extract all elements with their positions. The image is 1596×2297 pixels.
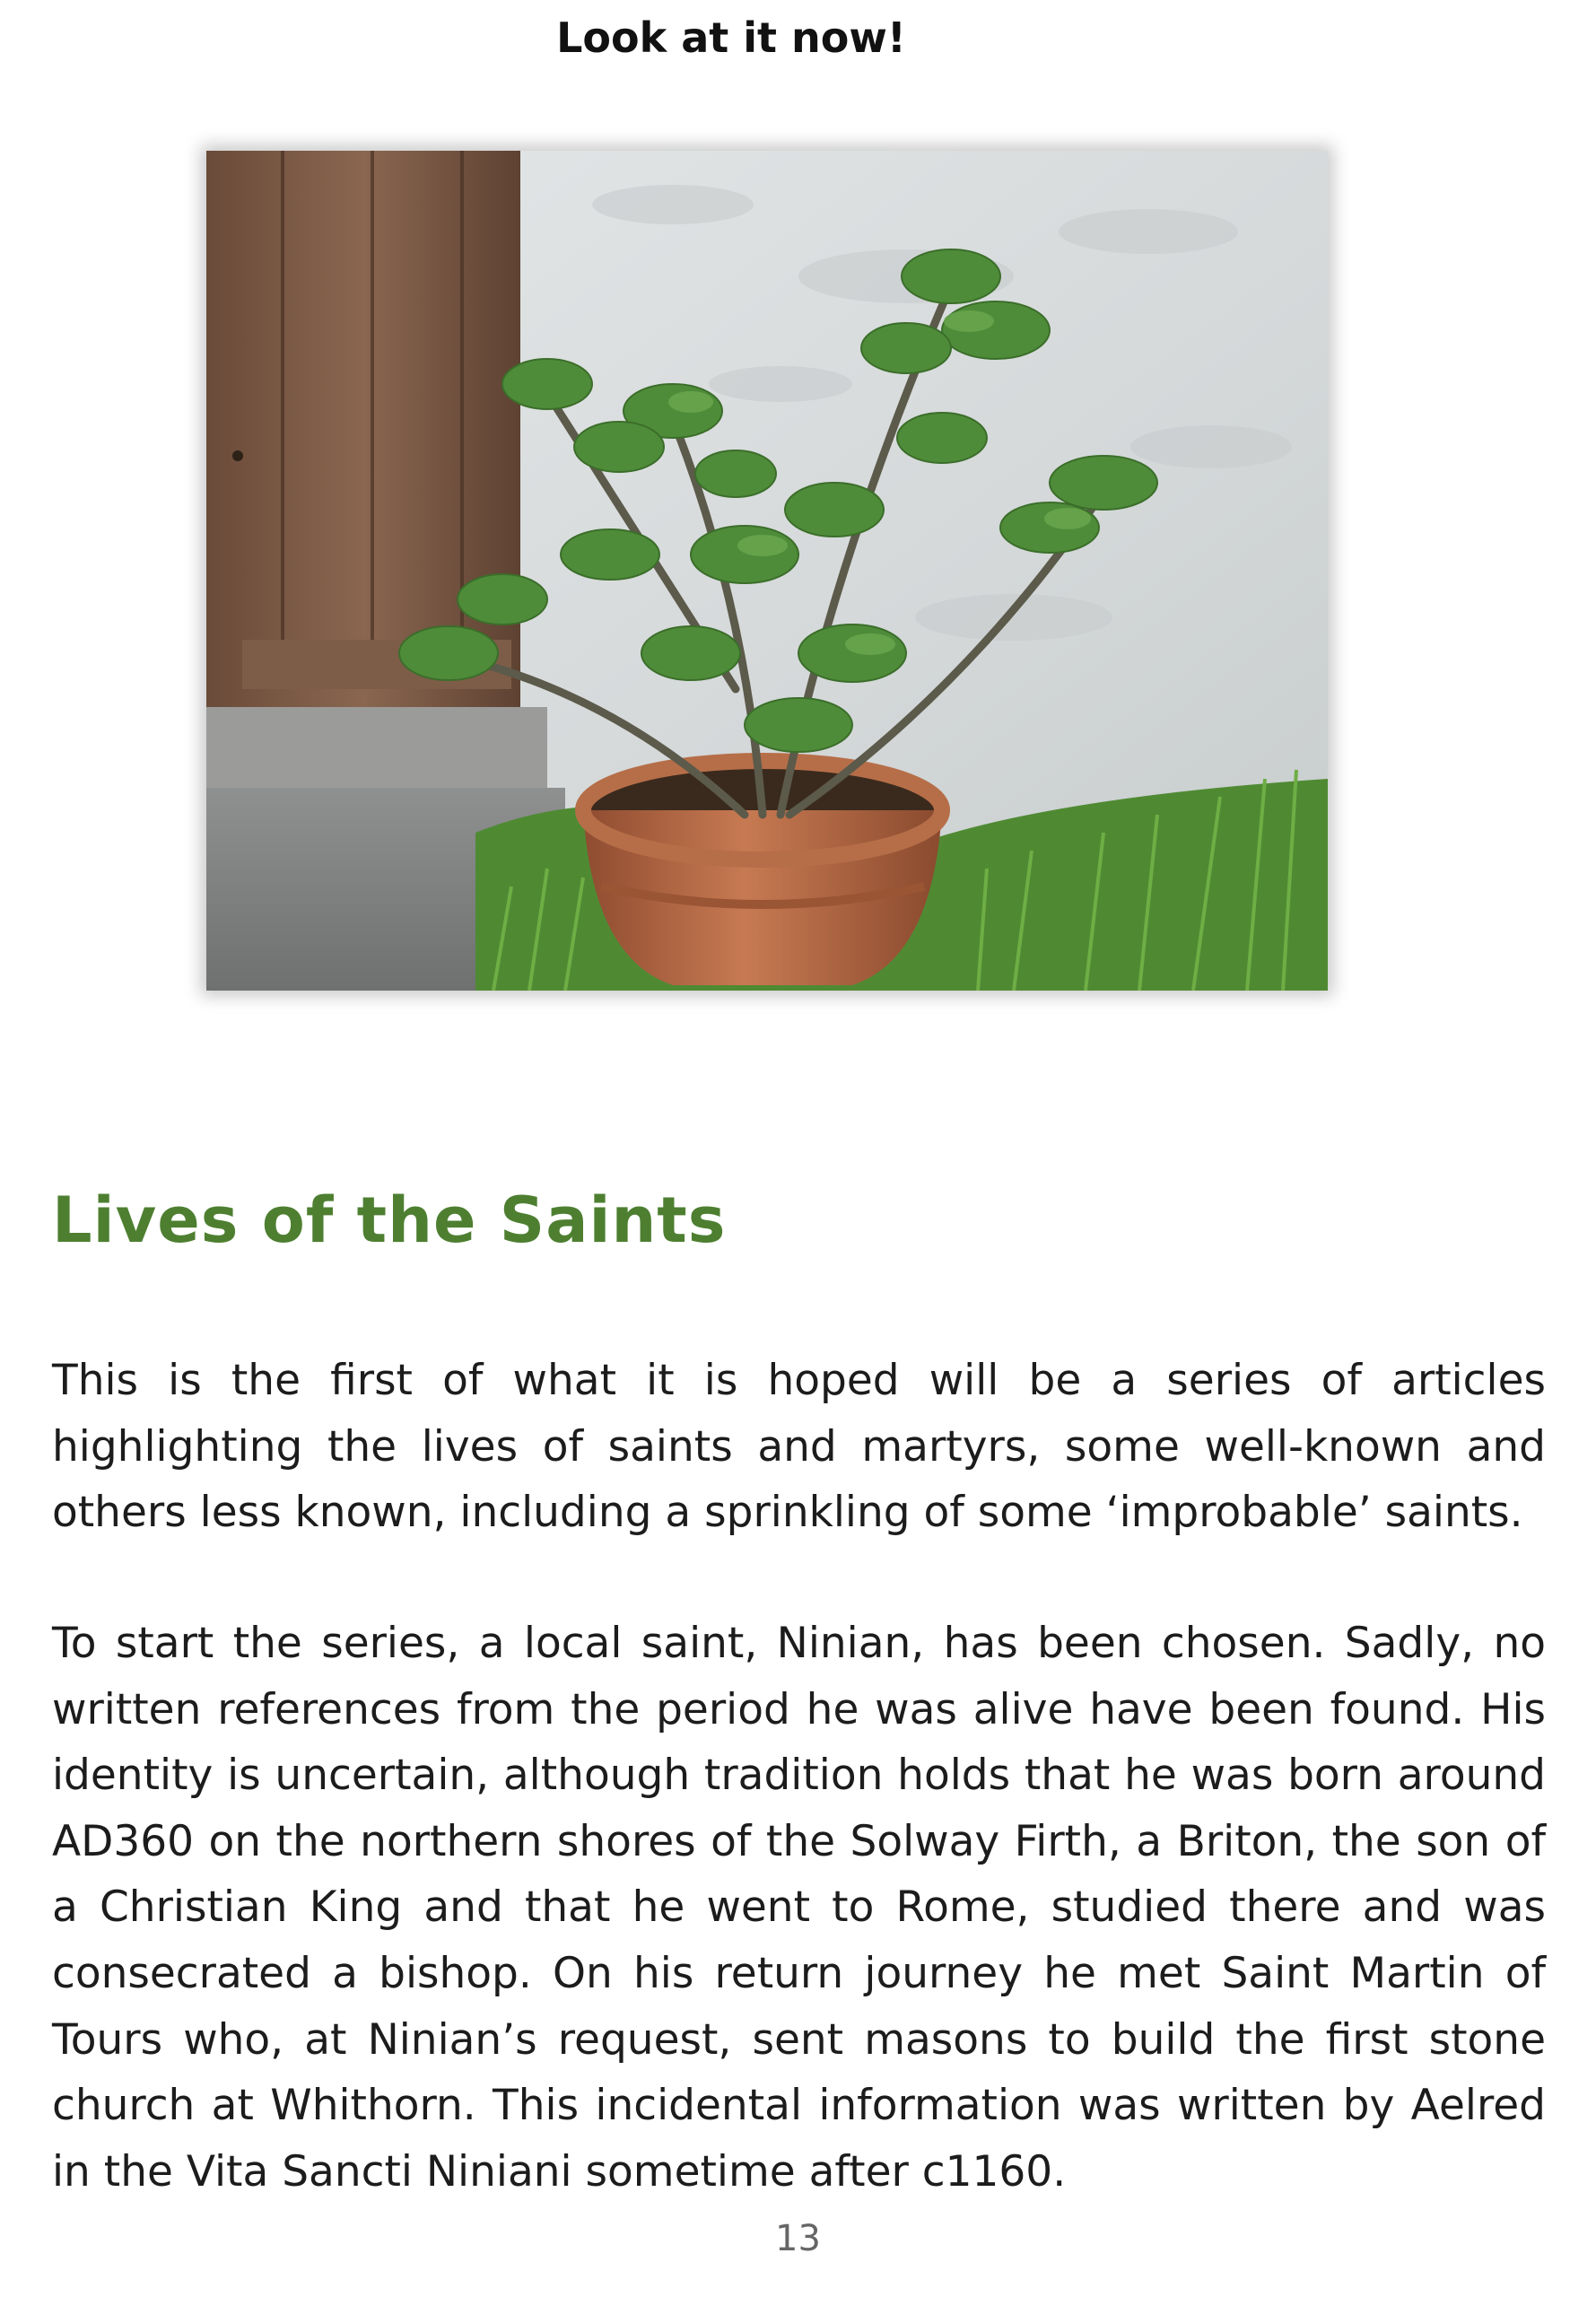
photo-caption: Look at it now! [556, 13, 906, 62]
fig-tree-photo [206, 151, 1328, 991]
page-number: 13 [775, 2218, 821, 2259]
article-paragraph-1: This is the first of what it is hoped will be a series of articles highlighting the lives of saints and martyrs, some well-known and others less known, including a sprinkling of some ‘improbable’ saints. [52, 1356, 1546, 1538]
article-heading: Lives of the Saints [52, 1183, 727, 1257]
article-paragraph-2: To start the series, a local saint, Ninian, has been chosen. Sadly, no written references from the period he was alive have been found. His identity is uncertain, although tradition holds that he was born around AD360 on the northern shores of the Solway Firth, a Briton, the son of a Christian King and that he went to Rome, studied there and was consecrated a bishop. On his return journey he met Saint Martin of Tours who, at Ninian’s request, sent masons to build the first stone church at Whithorn. This incidental information was written by Aelred in the Vita Sancti Niniani sometime after c1160. [52, 1619, 1546, 2197]
